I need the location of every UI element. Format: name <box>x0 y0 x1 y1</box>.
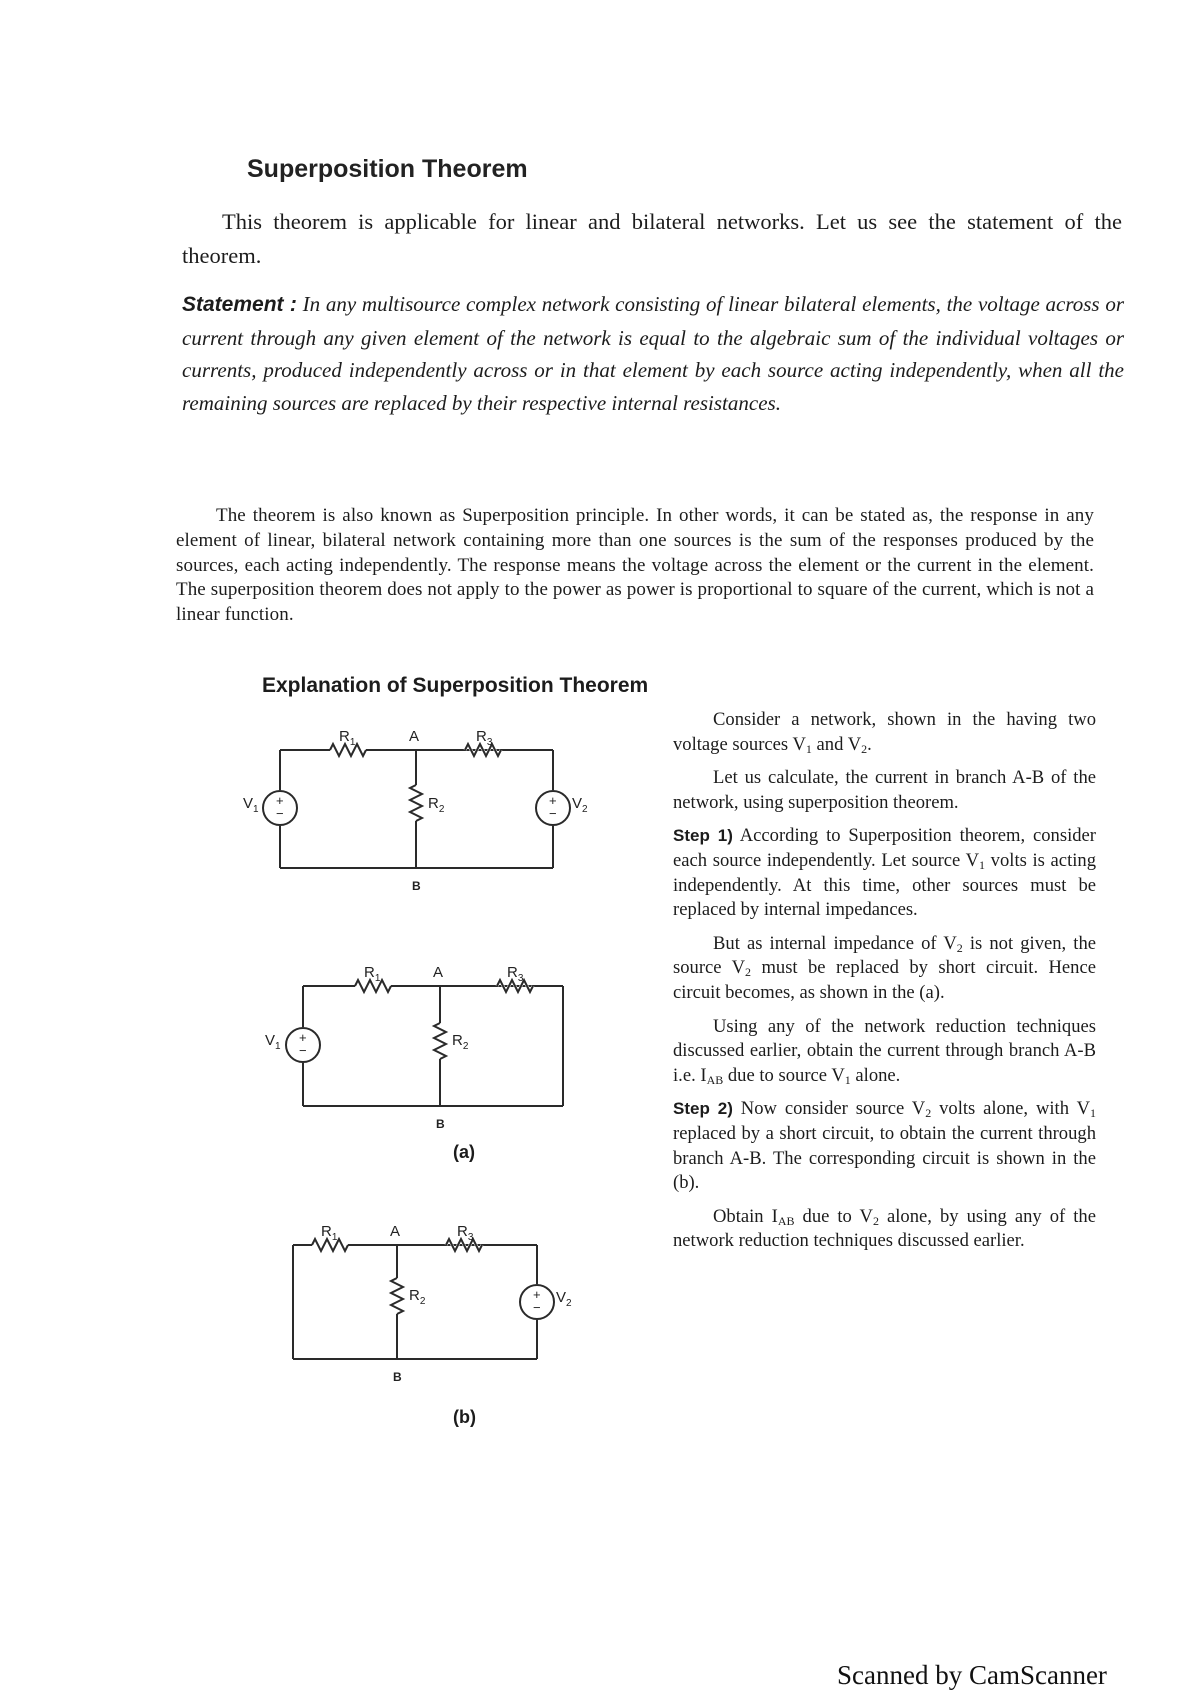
minus-sign-v2-main: − <box>549 806 557 821</box>
minus-sign-v1-a: − <box>299 1043 307 1058</box>
minus-sign-v2-b: − <box>533 1300 541 1315</box>
label-r2-a: $R_2$ <box>452 1032 469 1052</box>
superposition-principle-paragraph: The theorem is also known as Superposition principle. In other words, it can be stated as, the response in any element of linear, bilateral network containing more than one sources is the sum of the responses produced by the sources, each acting independently. The response means the voltage across the element or the current in the element. The superposition theorem does not apply to the power as power is proportional to square of the current, which is not a linear function. <box>176 505 1094 626</box>
label-r3-main: $R_3$ <box>476 728 493 748</box>
paragraph-calculate-current: Let us calculate, the current in branch A-B of the network, using superposition theorem. <box>673 767 1096 813</box>
step1-label: Step 1) <box>673 826 733 846</box>
plus-sign-v2-main: + <box>549 793 557 808</box>
label-b-a: B <box>436 1117 445 1131</box>
label-v1-main: $V_1$ <box>243 795 259 815</box>
label-a-b: A <box>390 1223 401 1240</box>
label-v1-a: $V_1$ <box>265 1032 281 1052</box>
circuit-a <box>286 980 563 1106</box>
paragraph-internal-impedance: But as internal impedance of $V_2$ is not given, the source $V_2$ must be replaced by short circuit. Hence circuit becomes, as shown in the (a). <box>673 932 1096 1003</box>
paragraph-network-reduction-1: Using any of the network reduction techniques discussed earlier, obtain the current through branch A-B i.e. $I_{AB}$ due to source $V_1$ alone. <box>673 1015 1096 1087</box>
label-b-main: B <box>412 879 421 893</box>
statement-text: In any multisource complex network consisting of linear bilateral elements, the voltage across or current through any given element of the network is equal to the algebraic sum of the individual voltages or currents, produced independently across or in that element by each source acting independently, when all the remaining sources are replaced by their respective internal resistances. <box>182 292 1124 415</box>
resistor-r2-a <box>434 1023 446 1059</box>
figure-b-label: (b) <box>453 1407 476 1427</box>
plus-sign-v1-main: + <box>276 793 284 808</box>
explanation-text-column <box>673 708 1096 1263</box>
paragraph-step1: Step 1) According to Superposition theorem, consider each source independently. Let source $V_1$ volts is acting independently. At this time, other sources must be replaced by internal impedances. <box>673 825 1096 921</box>
paragraph-network-reduction-2: Obtain $I_{AB}$ due to $V_2$ alone, by using any of the network reduction techniques discussed earlier. <box>673 1205 1096 1252</box>
step2-label: Step 2) <box>673 1099 733 1119</box>
plus-sign-v2-b: + <box>533 1287 541 1302</box>
statement-label: Statement : <box>182 293 297 316</box>
resistor-r1-a <box>355 980 391 992</box>
label-v2-b: $V_2$ <box>556 1289 572 1309</box>
paragraph-step2: Step 2) Now consider source $V_2$ volts alone, with $V_1$ replaced by a short circuit, to obtain the current through branch A-B. The corresponding circuit is shown in the (b). <box>673 1098 1096 1194</box>
label-v2-main: $V_2$ <box>572 795 588 815</box>
label-a-main: A <box>409 728 420 745</box>
label-a-a: A <box>433 964 444 981</box>
scanner-watermark: Scanned by CamScanner <box>837 1660 1107 1690</box>
minus-sign-v1-main: − <box>276 806 284 821</box>
label-r1-main: $R_1$ <box>339 728 356 748</box>
label-r1-a: $R_1$ <box>364 964 381 984</box>
label-b-b: B <box>393 1370 402 1384</box>
label-r3-b: $R_3$ <box>457 1223 474 1243</box>
label-r1-b: $R_1$ <box>321 1223 338 1243</box>
label-r2-b: $R_2$ <box>409 1287 426 1307</box>
circuit-main <box>263 744 570 868</box>
page-title: Superposition Theorem <box>247 155 528 183</box>
resistor-r2-main <box>410 785 422 821</box>
label-r3-a: $R_3$ <box>507 964 524 984</box>
paragraph-consider-network: Consider a network, shown in the having two voltage sources $V_1$ and $V_2$. <box>673 709 1096 756</box>
explanation-heading: Explanation of Superposition Theorem <box>262 674 649 697</box>
label-r2-main: $R_2$ <box>428 795 445 815</box>
plus-sign-v1-a: + <box>299 1030 307 1045</box>
resistor-r2-b <box>391 1278 403 1314</box>
resistor-r1-b <box>312 1239 348 1251</box>
figure-a-label: (a) <box>453 1142 475 1162</box>
intro-paragraph: This theorem is applicable for linear and bilateral networks. Let us see the statement of the theorem. <box>182 209 1122 268</box>
resistor-r1-main <box>330 744 366 756</box>
